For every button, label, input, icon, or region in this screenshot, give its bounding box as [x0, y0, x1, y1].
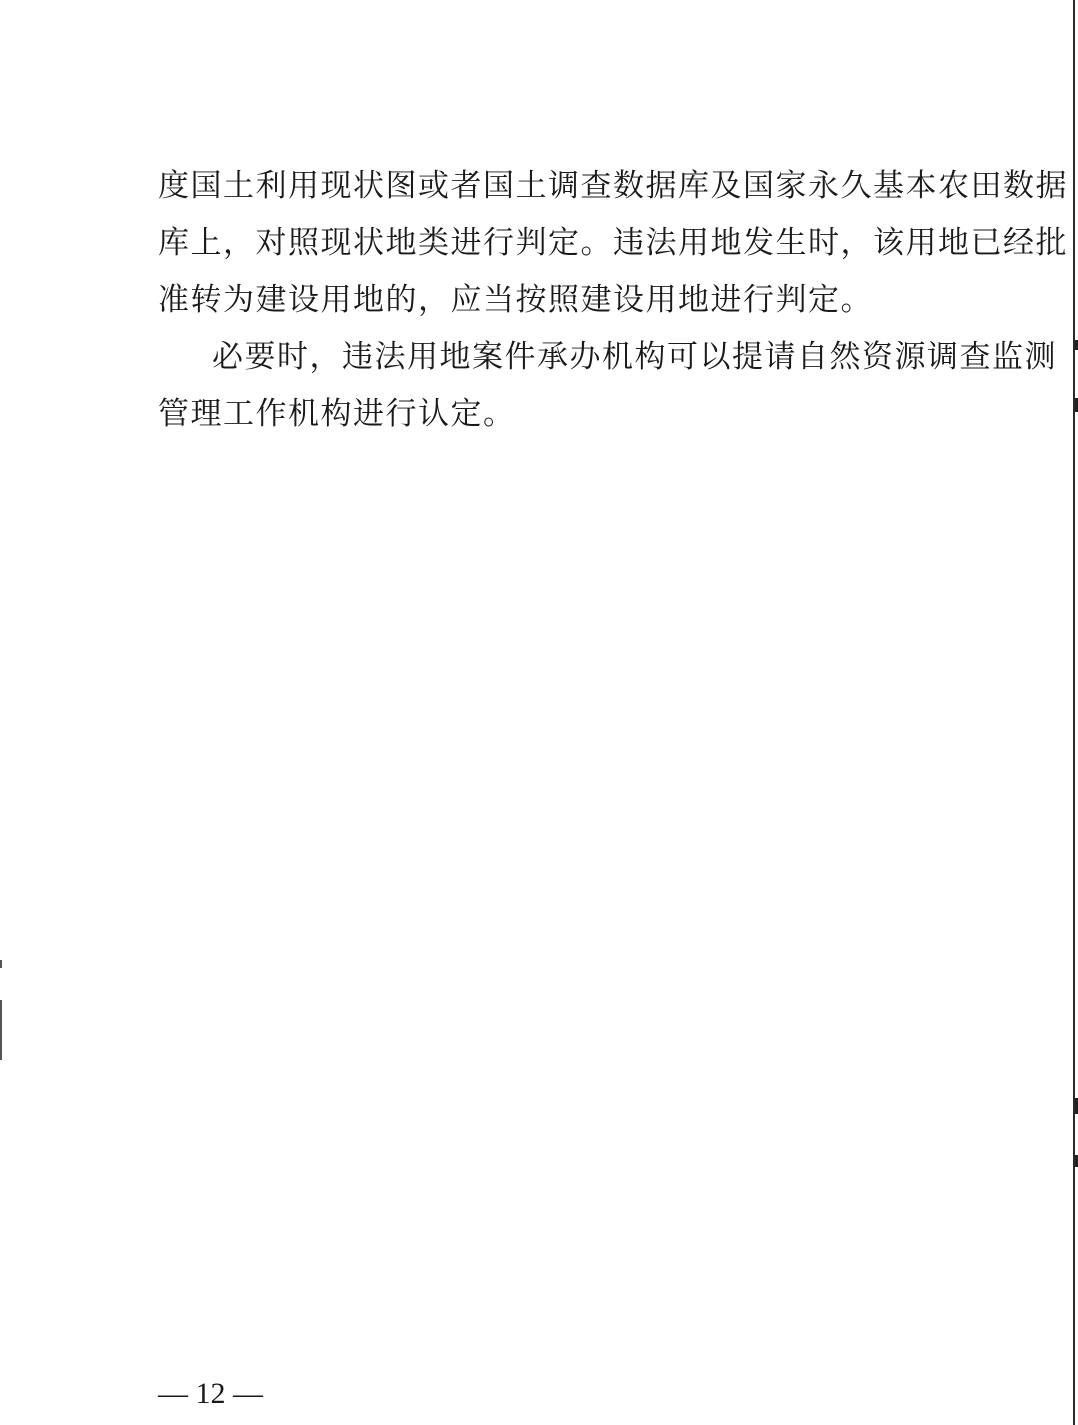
- paragraph-line: 度国土利用现状图或者国土调查数据库及国家永久基本农田数据: [158, 168, 1068, 204]
- scan-edge-line: [1073, 0, 1075, 1425]
- paragraph-line: 库上，对照现状地类进行判定。违法用地发生时，该用地已经批: [158, 225, 1068, 261]
- paragraph-2: [158, 329, 1057, 443]
- scan-edge-left: [0, 960, 2, 968]
- body-text: [158, 158, 1068, 443]
- paragraph-line: 管理工作机构进行认定。: [158, 396, 516, 432]
- paragraph-line: 准转为建设用地的，应当按照建设用地进行判定。: [158, 282, 873, 318]
- page-number: — 12 —: [158, 1377, 263, 1410]
- scan-edge-left: [0, 1000, 2, 1060]
- paragraph-line: 必要时，违法用地案件承办机构可以提请自然资源调查监测: [212, 339, 1057, 375]
- paragraph-1: [158, 158, 1068, 329]
